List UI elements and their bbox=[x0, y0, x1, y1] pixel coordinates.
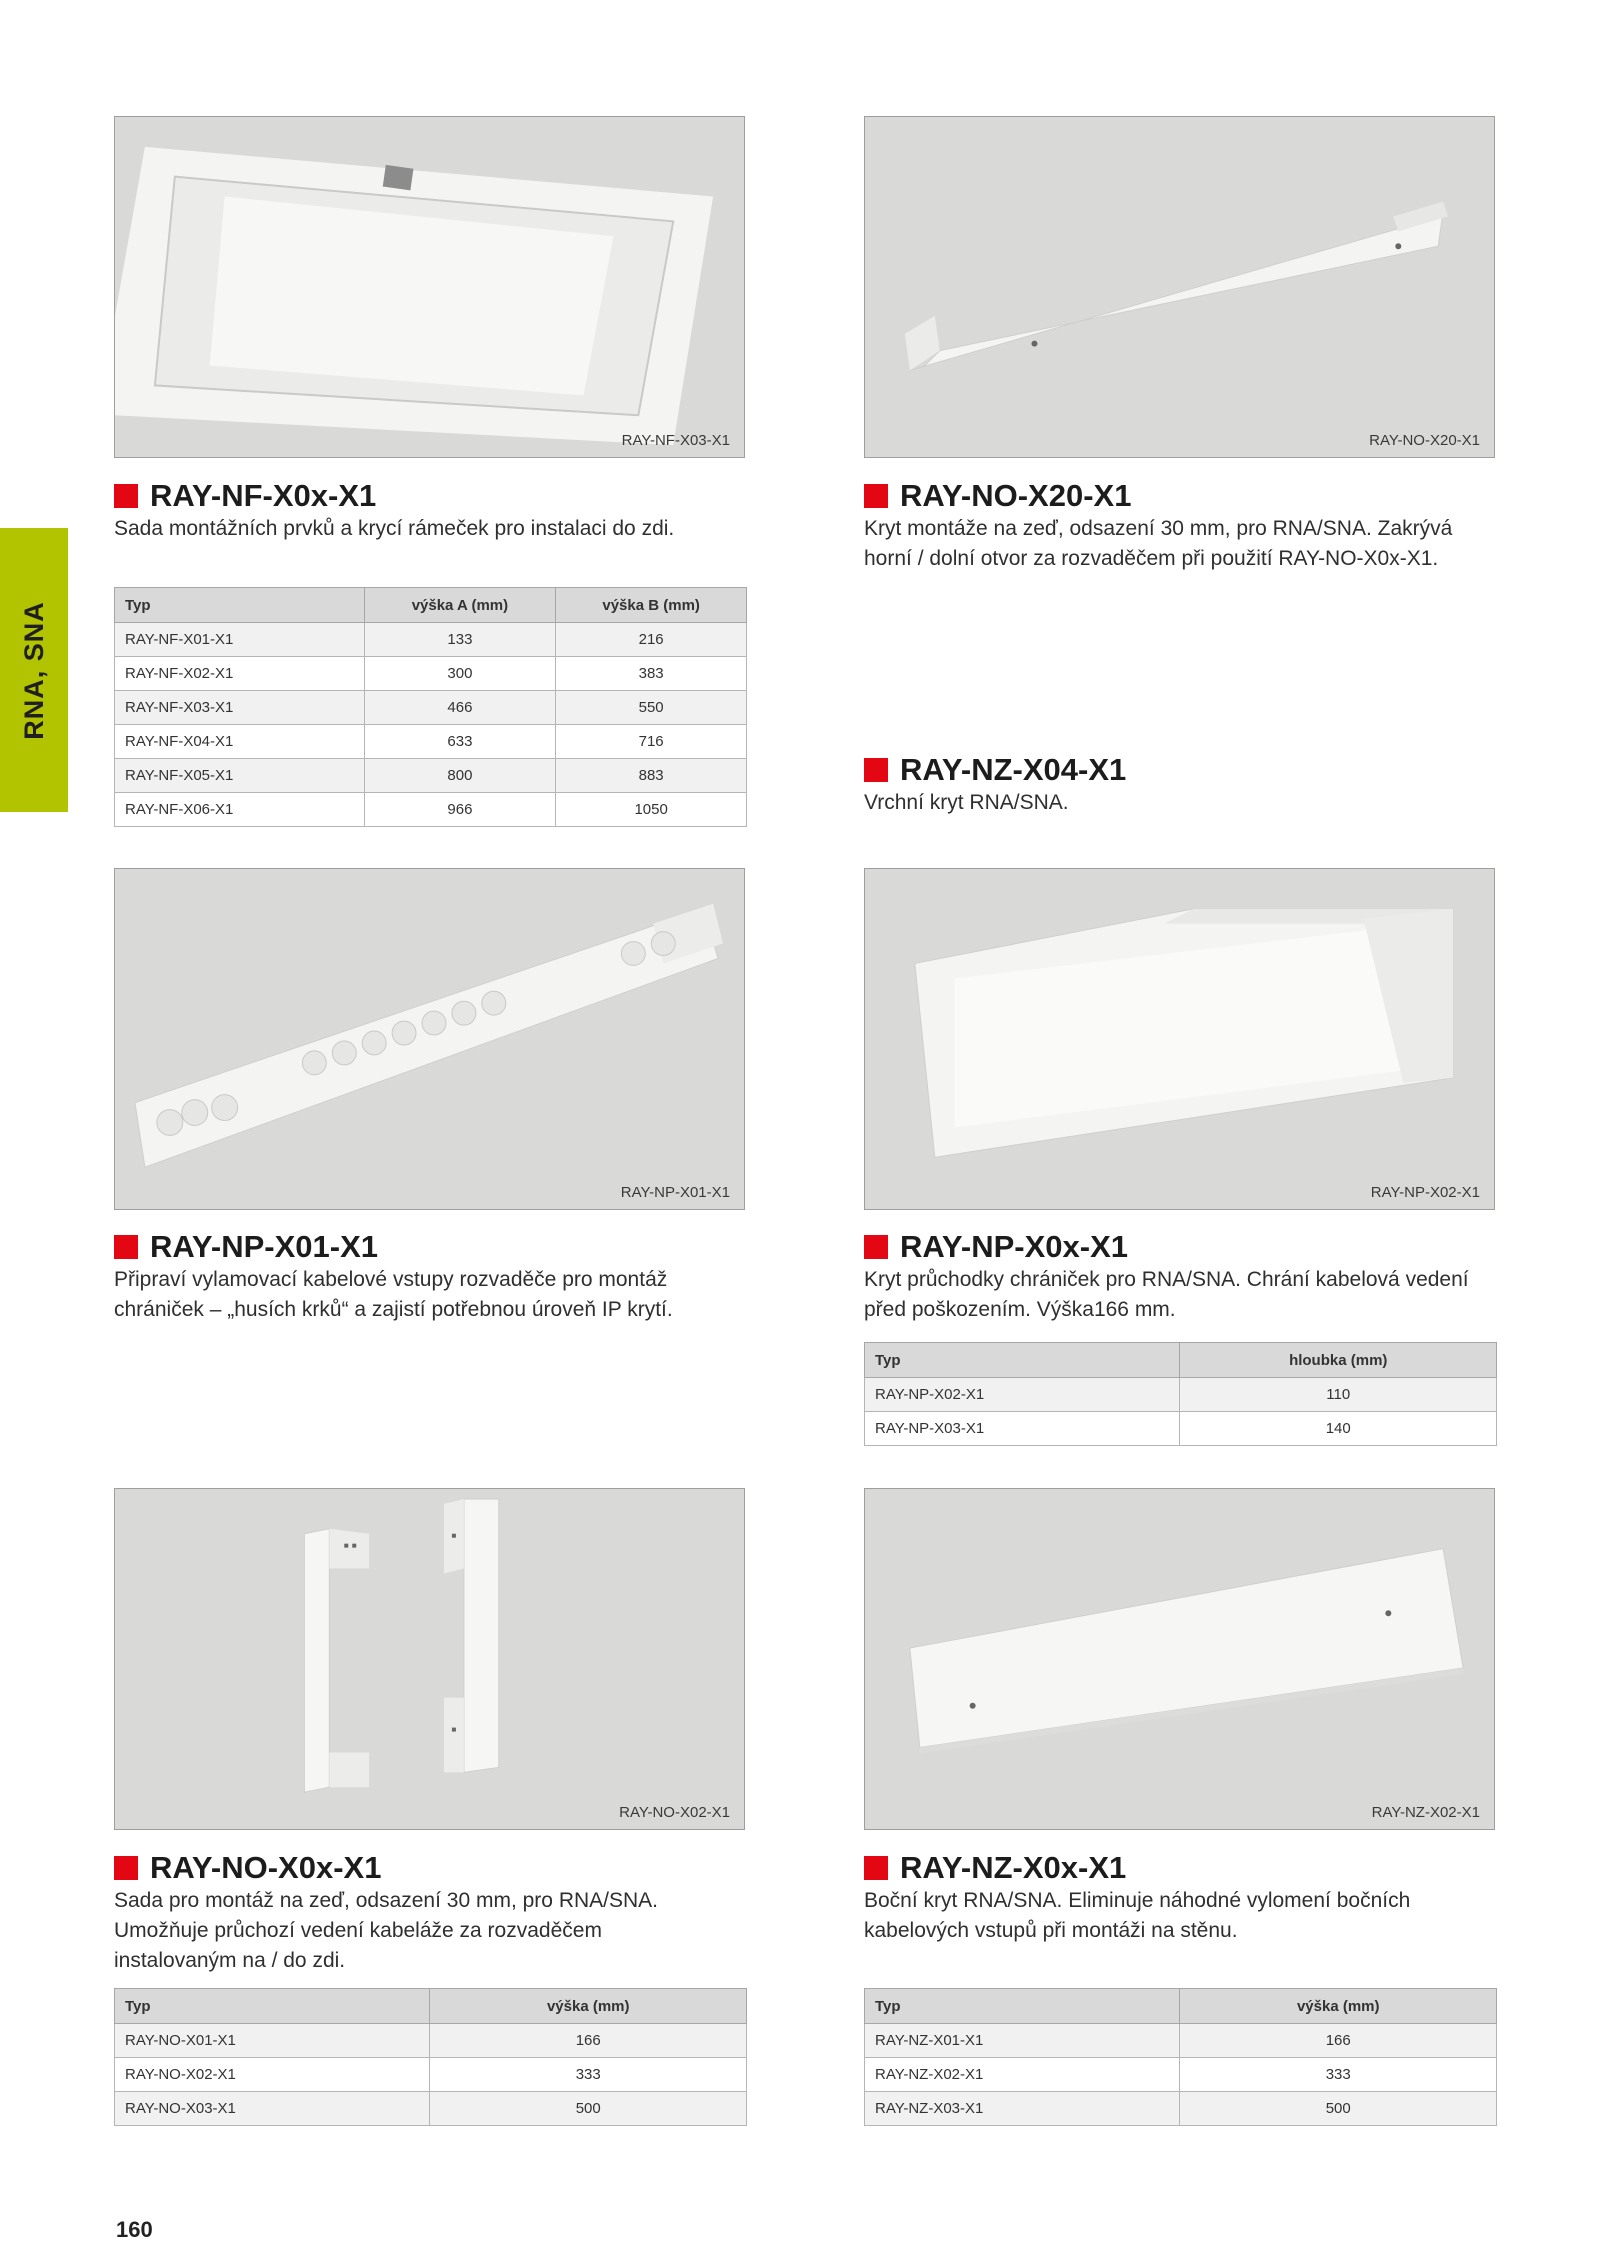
table-cell: 133 bbox=[364, 623, 556, 657]
column-header: výška (mm) bbox=[430, 1989, 747, 2024]
table-row bbox=[865, 2024, 1497, 2058]
red-square-bullet bbox=[114, 484, 138, 508]
product-title-text: RAY-NP-X01-X1 bbox=[150, 1229, 379, 1264]
table-cell: RAY-NP-X03-X1 bbox=[865, 1412, 1180, 1446]
table-cell: RAY-NF-X01-X1 bbox=[115, 623, 365, 657]
product-title-nz-x0x bbox=[864, 1850, 1126, 1886]
product-title-no-x0x bbox=[114, 1850, 381, 1886]
red-square-bullet bbox=[864, 484, 888, 508]
column-header: výška B (mm) bbox=[556, 588, 747, 623]
product-title-np-x0x bbox=[864, 1229, 1128, 1265]
table-cell: 383 bbox=[556, 657, 747, 691]
photo-caption: RAY-NO-X02-X1 bbox=[619, 1804, 730, 1821]
product-description-np-x0x: Kryt průchodky chrániček pro RNA/SNA. Chrání kabelová vedení před poškozením. Výška166 mm. bbox=[864, 1268, 1469, 1321]
column-header: výška A (mm) bbox=[364, 588, 556, 623]
column-header: hloubka (mm) bbox=[1180, 1343, 1497, 1378]
table-row bbox=[865, 2092, 1497, 2126]
product-title-no-x20 bbox=[864, 478, 1131, 514]
table-row bbox=[115, 691, 747, 725]
spec-table-no-x0x bbox=[114, 1988, 747, 2126]
product-title-nz-x04 bbox=[864, 752, 1126, 788]
table-cell: RAY-NZ-X03-X1 bbox=[865, 2092, 1180, 2126]
table-cell: 633 bbox=[364, 725, 556, 759]
product-photo-nf bbox=[114, 116, 745, 458]
table-cell: 883 bbox=[556, 759, 747, 793]
photo-caption: RAY-NP-X01-X1 bbox=[620, 1184, 730, 1201]
product-title-text: RAY-NZ-X0x-X1 bbox=[900, 1850, 1127, 1885]
column-header: Typ bbox=[115, 588, 365, 623]
table-cell: 110 bbox=[1180, 1378, 1497, 1412]
table-cell: RAY-NO-X02-X1 bbox=[115, 2058, 430, 2092]
table-row bbox=[115, 793, 747, 827]
red-square-bullet bbox=[864, 758, 888, 782]
table-row bbox=[115, 2024, 747, 2058]
table-cell: 966 bbox=[364, 793, 556, 827]
column-header: výška (mm) bbox=[1180, 1989, 1497, 2024]
column-header: Typ bbox=[115, 1989, 430, 2024]
photo-caption: RAY-NZ-X02-X1 bbox=[1371, 1804, 1480, 1821]
table-cell: 716 bbox=[556, 725, 747, 759]
red-square-bullet bbox=[864, 1235, 888, 1259]
table-cell: RAY-NP-X02-X1 bbox=[865, 1378, 1180, 1412]
table-row bbox=[865, 1412, 1497, 1446]
table-cell: RAY-NO-X03-X1 bbox=[115, 2092, 430, 2126]
red-square-bullet bbox=[114, 1235, 138, 1259]
spec-table-np-x0x bbox=[864, 1342, 1497, 1446]
table-row bbox=[865, 1378, 1497, 1412]
product-photo-no-x20 bbox=[864, 116, 1495, 458]
table-cell: RAY-NO-X01-X1 bbox=[115, 2024, 430, 2058]
red-square-bullet bbox=[864, 1856, 888, 1880]
table-cell: 166 bbox=[430, 2024, 747, 2058]
table-cell: 550 bbox=[556, 691, 747, 725]
product-title-np-x01 bbox=[114, 1229, 378, 1265]
section-side-tab-label: RNA, SNA bbox=[18, 600, 49, 740]
table-cell: RAY-NF-X05-X1 bbox=[115, 759, 365, 793]
table-cell: 300 bbox=[364, 657, 556, 691]
product-photo-np-x01 bbox=[114, 868, 745, 1210]
spec-table-nz-x0x bbox=[864, 1988, 1497, 2126]
product-title-text: RAY-NO-X20-X1 bbox=[900, 478, 1132, 513]
table-row bbox=[115, 2092, 747, 2126]
page-number: 160 bbox=[116, 2217, 153, 2242]
product-photo-no-x0x bbox=[114, 1488, 745, 1830]
product-description-np-x01: Připraví vylamovací kabelové vstupy rozvaděče pro montáž chrániček – „husích krků“ a zajistí potřebnou úroveň IP krytí. bbox=[114, 1268, 673, 1321]
table-cell: RAY-NF-X02-X1 bbox=[115, 657, 365, 691]
product-description-nf: Sada montážních prvků a krycí rámeček pro instalaci do zdi. bbox=[114, 517, 675, 540]
section-side-tab bbox=[0, 528, 68, 812]
photo-caption: RAY-NO-X20-X1 bbox=[1369, 432, 1480, 449]
column-header: Typ bbox=[865, 1989, 1180, 2024]
table-row bbox=[115, 623, 747, 657]
table-cell: 333 bbox=[1180, 2058, 1497, 2092]
table-cell: 333 bbox=[430, 2058, 747, 2092]
table-cell: RAY-NZ-X01-X1 bbox=[865, 2024, 1180, 2058]
product-title-text: RAY-NO-X0x-X1 bbox=[150, 1850, 382, 1885]
product-description-nz-x0x: Boční kryt RNA/SNA. Eliminuje náhodné vylomení bočních kabelových vstupů při montáži na stěnu. bbox=[864, 1889, 1411, 1942]
table-row bbox=[115, 759, 747, 793]
table-cell: 500 bbox=[430, 2092, 747, 2126]
product-description-no-x20: Kryt montáže na zeď, odsazení 30 mm, pro RNA/SNA. Zakrývá horní / dolní otvor za rozvaděčem při použití RAY-NO-X0x-X1. bbox=[864, 517, 1453, 570]
table-cell: 1050 bbox=[556, 793, 747, 827]
table-cell: RAY-NZ-X02-X1 bbox=[865, 2058, 1180, 2092]
product-photo-nz-x0x bbox=[864, 1488, 1495, 1830]
product-title-text: RAY-NZ-X04-X1 bbox=[900, 752, 1127, 787]
table-cell: RAY-NF-X03-X1 bbox=[115, 691, 365, 725]
product-photo-np-x0x bbox=[864, 868, 1495, 1210]
photo-caption: RAY-NP-X02-X1 bbox=[1370, 1184, 1480, 1201]
product-title-text: RAY-NF-X0x-X1 bbox=[150, 478, 377, 513]
product-title-text: RAY-NP-X0x-X1 bbox=[900, 1229, 1129, 1264]
product-title-nf bbox=[114, 478, 376, 514]
table-row bbox=[865, 2058, 1497, 2092]
table-cell: RAY-NF-X04-X1 bbox=[115, 725, 365, 759]
product-description-no-x0x: Sada pro montáž na zeď, odsazení 30 mm, pro RNA/SNA. Umožňuje průchozí vedení kabeláže za rozvaděčem instalovaným na / do zdi. bbox=[114, 1889, 659, 1972]
spec-table-nf bbox=[114, 587, 747, 827]
table-cell: 800 bbox=[364, 759, 556, 793]
table-cell: 140 bbox=[1180, 1412, 1497, 1446]
column-header: Typ bbox=[865, 1343, 1180, 1378]
table-cell: RAY-NF-X06-X1 bbox=[115, 793, 365, 827]
table-row bbox=[115, 657, 747, 691]
photo-caption: RAY-NF-X03-X1 bbox=[621, 432, 730, 449]
table-row bbox=[115, 2058, 747, 2092]
red-square-bullet bbox=[114, 1856, 138, 1880]
table-cell: 166 bbox=[1180, 2024, 1497, 2058]
table-row bbox=[115, 725, 747, 759]
product-description-nz-x04: Vrchní kryt RNA/SNA. bbox=[864, 791, 1069, 814]
table-cell: 500 bbox=[1180, 2092, 1497, 2126]
table-cell: 216 bbox=[556, 623, 747, 657]
table-cell: 466 bbox=[364, 691, 556, 725]
